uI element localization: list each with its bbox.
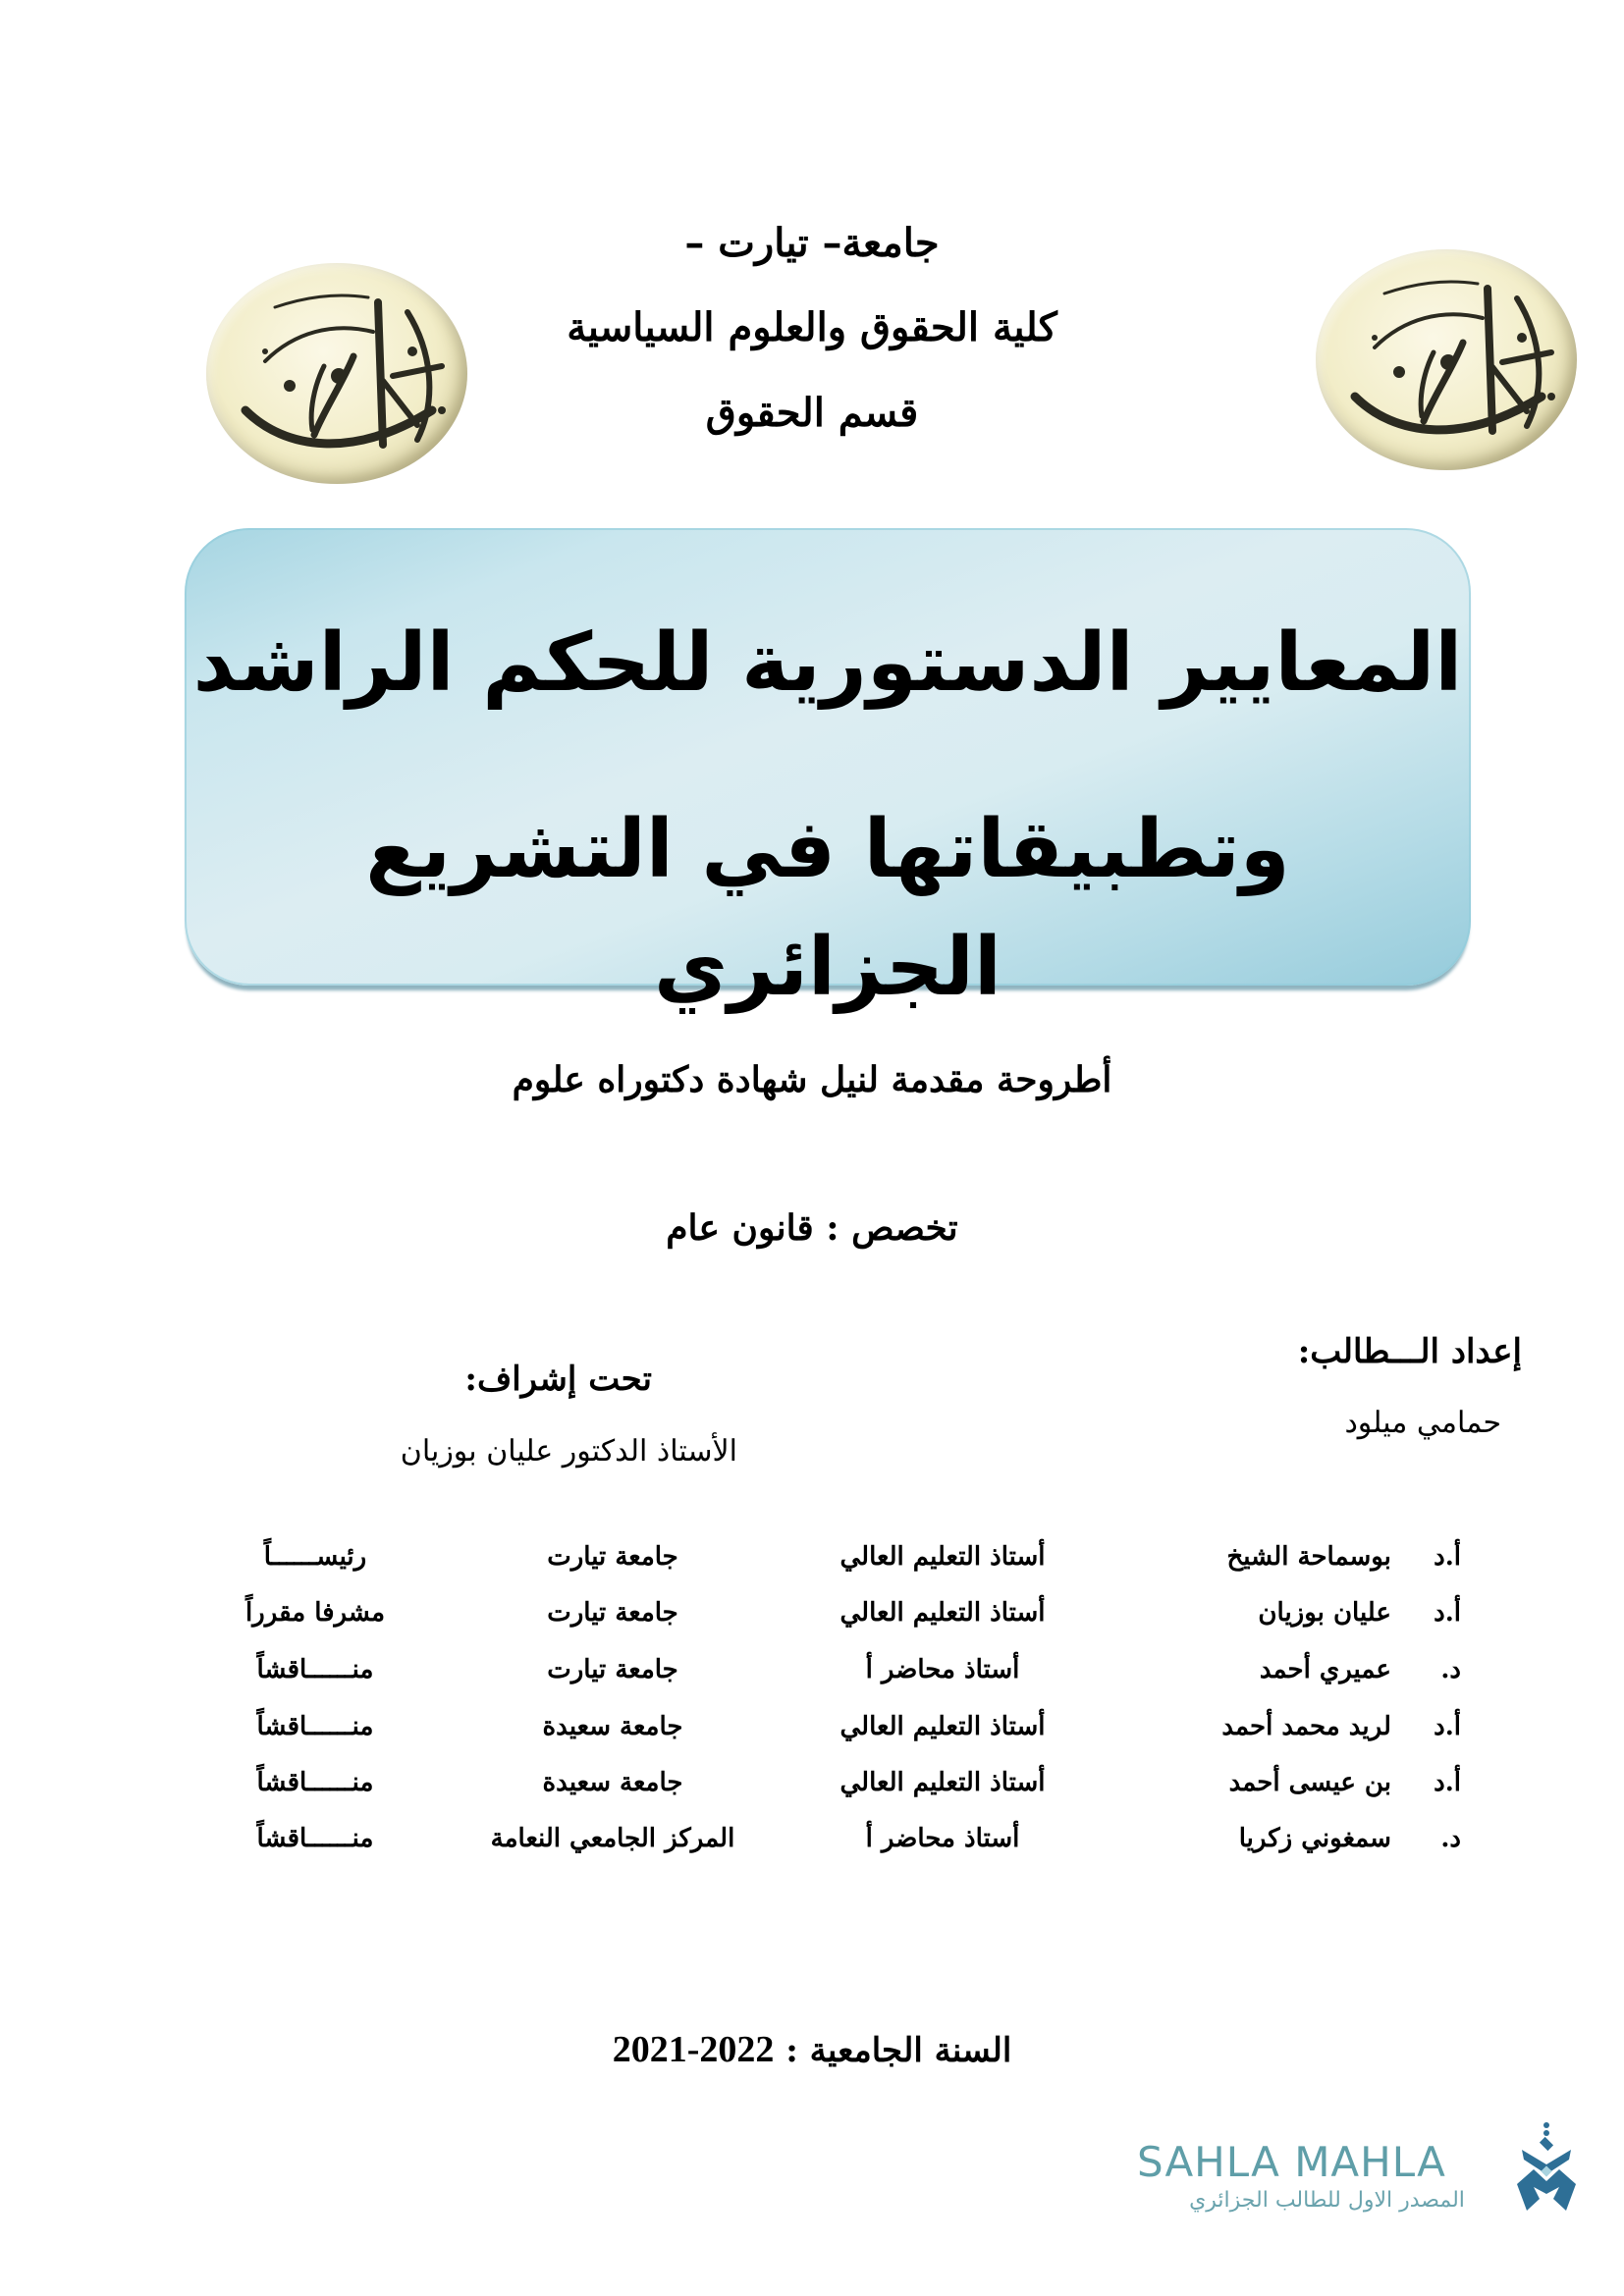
member-role: مشرفا مقرراً <box>244 1598 386 1628</box>
watermark-tagline: المصدر الاول للطالب الجزائري <box>1189 2188 1465 2213</box>
member-degree: أ.د <box>1434 1598 1461 1628</box>
member-institution: جامعة سعيدة <box>542 1768 683 1797</box>
member-name: لريد محمد أحمد <box>1221 1712 1391 1741</box>
member-role: منــــــاقشاً <box>256 1768 374 1797</box>
member-rank: أستاذ التعليم العالي <box>839 1598 1046 1628</box>
member-name: بن عيسى أحمد <box>1228 1768 1391 1797</box>
member-institution: جامعة تيارت <box>547 1598 678 1628</box>
thesis-title-box <box>185 528 1471 1014</box>
member-name: عميري أحمد <box>1259 1655 1391 1684</box>
member-name: بوسماحة الشيخ <box>1226 1542 1391 1572</box>
sahla-mahla-watermark <box>1137 2120 1579 2228</box>
student-name: حمامي ميلود <box>1344 1406 1501 1440</box>
degree-statement: أطروحة مقدمة لنيل شهادة دكتوراه علوم <box>512 1059 1112 1100</box>
member-rank: أستاذ محاضر أ <box>865 1824 1020 1853</box>
member-institution: جامعة تيارت <box>547 1655 678 1684</box>
table-row <box>0 1642 1624 1697</box>
thesis-title-line-1: المعايير الدستورية للحكم الراشد <box>192 616 1463 710</box>
member-degree: أ.د <box>1434 1542 1461 1572</box>
member-degree: د. <box>1440 1824 1461 1853</box>
member-role: منــــــاقشاً <box>256 1824 374 1853</box>
table-row <box>0 1811 1624 1866</box>
member-name-cell <box>1258 1585 1461 1640</box>
university-seal-left <box>206 263 467 484</box>
seal-calligraphy-icon <box>206 263 467 484</box>
member-name-cell <box>1221 1699 1461 1754</box>
table-row <box>0 1585 1624 1640</box>
member-name-cell <box>1260 1642 1461 1697</box>
member-role: منــــــاقشاً <box>256 1712 374 1741</box>
department-name: قسم الحقوق <box>705 390 919 436</box>
table-row <box>0 1755 1624 1810</box>
table-row <box>0 1699 1624 1754</box>
member-institution: جامعة تيارت <box>547 1542 678 1572</box>
watermark-brand: SAHLA MAHLA <box>1137 2138 1446 2186</box>
member-name-cell <box>1229 1755 1461 1810</box>
supervisor-name: الأستاذ الدكتور عليان بوزيان <box>400 1434 737 1468</box>
faculty-name: كلية الحقوق والعلوم السياسية <box>567 304 1057 350</box>
member-role: منــــــاقشاً <box>256 1655 374 1684</box>
member-role: رئيســــــاً <box>263 1542 367 1572</box>
academic-year <box>0 2022 1624 2078</box>
member-name: سمغوني زكريا <box>1238 1824 1391 1853</box>
member-degree: د. <box>1440 1655 1461 1684</box>
specialty: تخصص : قانون عام <box>666 1207 958 1249</box>
member-rank: أستاذ التعليم العالي <box>839 1542 1046 1572</box>
member-name-cell <box>1226 1529 1461 1584</box>
thesis-title-line-2: وتطبيقاتها في التشريع الجزائري <box>365 803 1290 1014</box>
member-name-cell <box>1239 1811 1461 1866</box>
member-institution: جامعة سعيدة <box>542 1712 683 1741</box>
university-name: جامعة– تيارت – <box>684 220 940 266</box>
member-degree: أ.د <box>1434 1768 1461 1797</box>
member-name: عليان بوزيان <box>1258 1598 1391 1628</box>
member-rank: أستاذ التعليم العالي <box>839 1768 1046 1797</box>
table-row <box>0 1529 1624 1584</box>
member-institution: المركز الجامعي النعامة <box>490 1824 735 1853</box>
student-label: إعداد الـــطالب: <box>1297 1332 1522 1371</box>
academic-year-label: السنة الجامعية : <box>785 2031 1012 2070</box>
member-rank: أستاذ محاضر أ <box>865 1655 1020 1684</box>
academic-year-value: 2021-2022 <box>612 2029 775 2070</box>
sahla-mahla-logo-icon <box>1512 2120 1581 2218</box>
supervisor-label: تحت إشراف: <box>464 1360 652 1399</box>
member-degree: أ.د <box>1434 1712 1461 1741</box>
member-rank: أستاذ التعليم العالي <box>839 1712 1046 1741</box>
